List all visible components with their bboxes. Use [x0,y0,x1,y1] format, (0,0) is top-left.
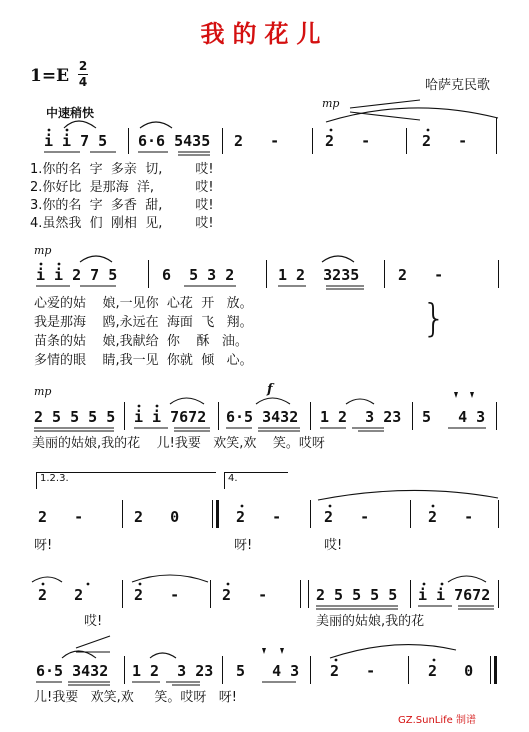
row3-measure-5: 5 4 3 [422,408,486,426]
row5-measure-3: 2 - [222,586,268,604]
tempo-marking: 中速稍快 [46,106,95,120]
row6-measure-5: 2 0 [428,662,474,680]
row6-measure-3: 5 4 3 [236,662,300,680]
volta-2: 4. [224,472,288,489]
row6-measure-4: 2 - [330,662,376,680]
row1-measure-2: 6·6 5435 [138,132,211,150]
row1-measure-3: 2 - [234,132,280,150]
row3-measure-4: 1 2 3 23 [320,408,402,426]
row6-measure-2: 1 2 3 23 [132,662,214,680]
row6-measure-1: 6·5 3432 [36,662,109,680]
key-signature: 1=E [30,66,70,86]
row1-verse-3: 3.你的名 字 多香 甜, 哎! [30,198,214,213]
row4-measure-1: 2 - [38,508,84,526]
row6-lyrics: 儿!我要 欢笑,欢 笑。哎呀 呀! [34,690,238,705]
source-credit: 哈萨克民歌 [425,78,491,93]
row1-measure-4: 2 - [325,132,371,150]
row4-measure-3: 2 - [236,508,282,526]
row3-measure-3: 6·5 3432 [226,408,299,426]
dynamic-mp-1: mp [322,97,340,110]
verse-brace: } [422,296,447,340]
row2-measure-1: i i 2 7 5 [36,266,118,284]
dynamic-mp-2: mp [34,244,52,257]
row4-lyric-2: 呀! [234,538,253,553]
row4-lyric-1: 呀! [34,538,53,553]
row1-verse-2: 2.你好比 是那海 洋, 哎! [30,180,214,195]
row5-measure-1: 2 2 [38,586,84,604]
row1-measure-1: i i 7 5 [44,132,108,150]
row2-measure-3: 1 2 3235 [278,266,360,284]
row2-verse-2: 我是那海 鸥,永远在 海面 飞 翔。 [34,315,253,330]
row5-measure-2: 2 - [134,586,180,604]
time-top: 2 [78,59,88,73]
row4-lyric-3: 哎! [324,538,343,553]
row2-verse-1: 心爱的姑 娘,一见你 心花 开 放。 [34,296,253,311]
row1-measure-5: 2 - [422,132,468,150]
row4-measure-5: 2 - [428,508,474,526]
row3-lyrics: 美丽的姑娘,我的花 儿!我要 欢笑,欢 笑。哎呀 [32,436,325,451]
row3-measure-1: 2 5 5 5 5 [34,408,116,426]
row4-measure-4: 2 - [324,508,370,526]
time-bottom: 4 [78,75,88,89]
row4-measure-2: 2 0 [134,508,180,526]
watermark: GZ.SunLife 制谱 [398,715,477,726]
volta-1: 1.2.3. [36,472,216,489]
row2-verse-4: 多情的眼 睛,我一见 你就 倾 心。 [34,353,253,368]
row2-verse-3: 苗条的姑 娘,我献给 你 酥 油。 [34,334,248,349]
row2-measure-2: 6 5 3 2 [162,266,235,284]
row1-verse-1: 1.你的名 字 多亲 切, 哎! [30,162,214,177]
row3-measure-2: i i 7672 [134,408,207,426]
dynamic-mp-3: mp [34,385,52,398]
song-title: 我的花儿 [200,20,329,48]
dynamic-f: f [267,382,273,397]
row1-verse-4: 4.虽然我 们 刚相 见, 哎! [30,216,214,231]
row5-lyric-1: 哎! [84,614,103,629]
row2-measure-4: 2 - [398,266,444,284]
row5-measure-4: 2 5 5 5 5 [316,586,398,604]
row5-measure-5: i i 7672 [418,586,491,604]
row5-lyric-2: 美丽的姑娘,我的花 [316,614,425,629]
